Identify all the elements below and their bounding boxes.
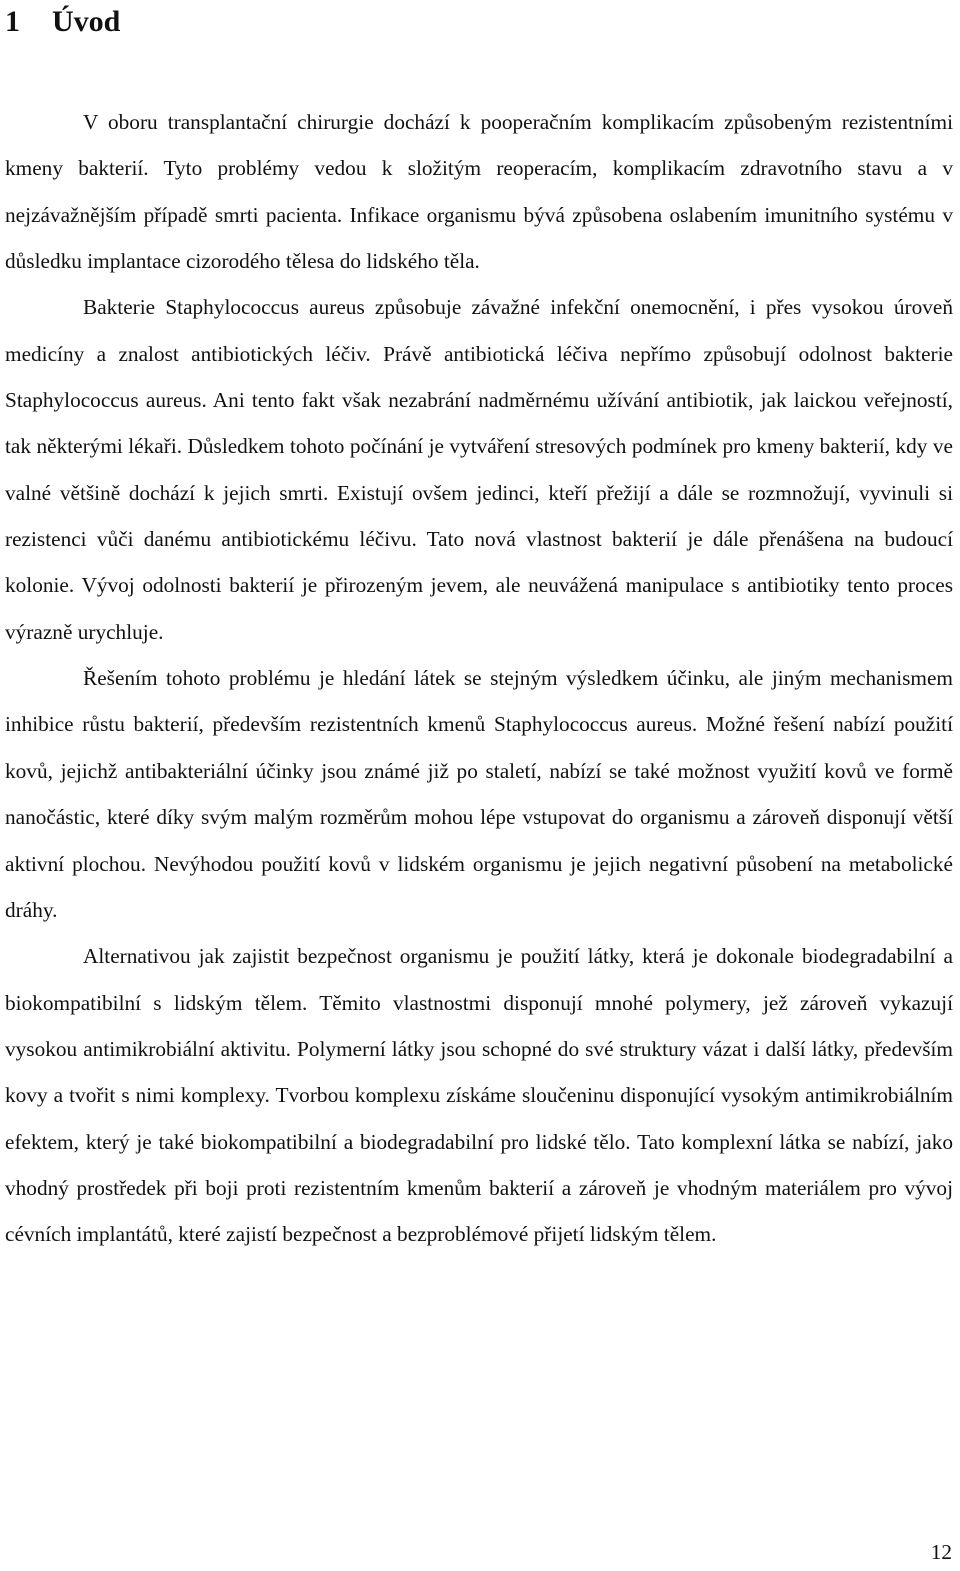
- page-number: 12: [930, 1540, 952, 1564]
- chapter-title: Úvod: [52, 5, 121, 38]
- chapter-body: [5, 99, 953, 1258]
- paragraph-staphylococcus-resistance: Bakterie Staphylococcus aureus způsobuje závažné infekční onemocnění, i přes vysokou úroveň medicíny a znalost antibiotických léčiv. Právě antibiotická léčiva nepřímo způsobují odolnost bakterie Staphylococcus aureus. Ani tento fakt však nezabrání nadměrnému užívání antibiotik, jak laickou veřejností, tak některými lékaři. Důsledkem tohoto počínání je vytváření stresových podmínek pro kmeny bakterií, kdy ve valné většině dochází k jejich smrti. Existují ovšem jedinci, kteří přežijí a dále se rozmnožují, vyvinuli si rezistenci vůči danému antibiotickému léčivu. Tato nová vlastnost bakterií je dále přenášena na budoucí kolonie. Vývoj odolnosti bakterií je přirozeným jevem, ale neuvážená manipulace s antibiotiky tento proces výrazně urychluje.: [5, 295, 953, 644]
- paragraph-transplant-surgery: V oboru transplantační chirurgie dochází k pooperačním komplikacím způsobeným rezistentními kmeny bakterií. Tyto problémy vedou k složitým reoperacím, komplikacím zdravotního stavu a v nejzávažnějším případě smrti pacienta. Infikace organismu bývá způsobena oslabením imunitního systému v důsledku implantace cizorodého tělesa do lidského těla.: [5, 110, 953, 274]
- chapter-heading: [5, 0, 953, 42]
- chapter-number: 1: [5, 5, 20, 38]
- paragraph-polymer-complexes: Alternativou jak zajistit bezpečnost organismu je použití látky, která je dokonale biodegradabilní a biokompatibilní s lidským tělem. Těmito vlastnostmi disponují mnohé polymery, jež zároveň vykazují vysokou antimikrobiální aktivitu. Polymerní látky jsou schopné do své struktury vázat i další látky, především kovy a tvořit s nimi komplexy. Tvorbou komplexu získáme sloučeninu disponující vysokým antimikrobiálním efektem, který je také biokompatibilní a biodegradabilní pro lidské tělo. Tato komplexní látka se nabízí, jako vhodný prostředek při boji proti rezistentním kmenům bakterií a zároveň je vhodným materiálem pro vývoj cévních implantátů, které zajistí bezpečnost a bezproblémové přijetí lidským tělem.: [5, 944, 953, 1247]
- paragraph-metal-solutions: Řešením tohoto problému je hledání látek se stejným výsledkem účinku, ale jiným mechanismem inhibice růstu bakterií, především rezistentních kmenů Staphylococcus aureus. Možné řešení nabízí použití kovů, jejichž antibakteriální účinky jsou známé již po staletí, nabízí se také možnost využití kovů ve formě nanočástic, které díky svým malým rozměrům mohou lépe vstupovat do organismu a zároveň disponují větší aktivní plochou. Nevýhodou použití kovů v lidském organismu je jejich negativní působení na metabolické dráhy.: [5, 666, 953, 922]
- document-page: [5, 0, 953, 1258]
